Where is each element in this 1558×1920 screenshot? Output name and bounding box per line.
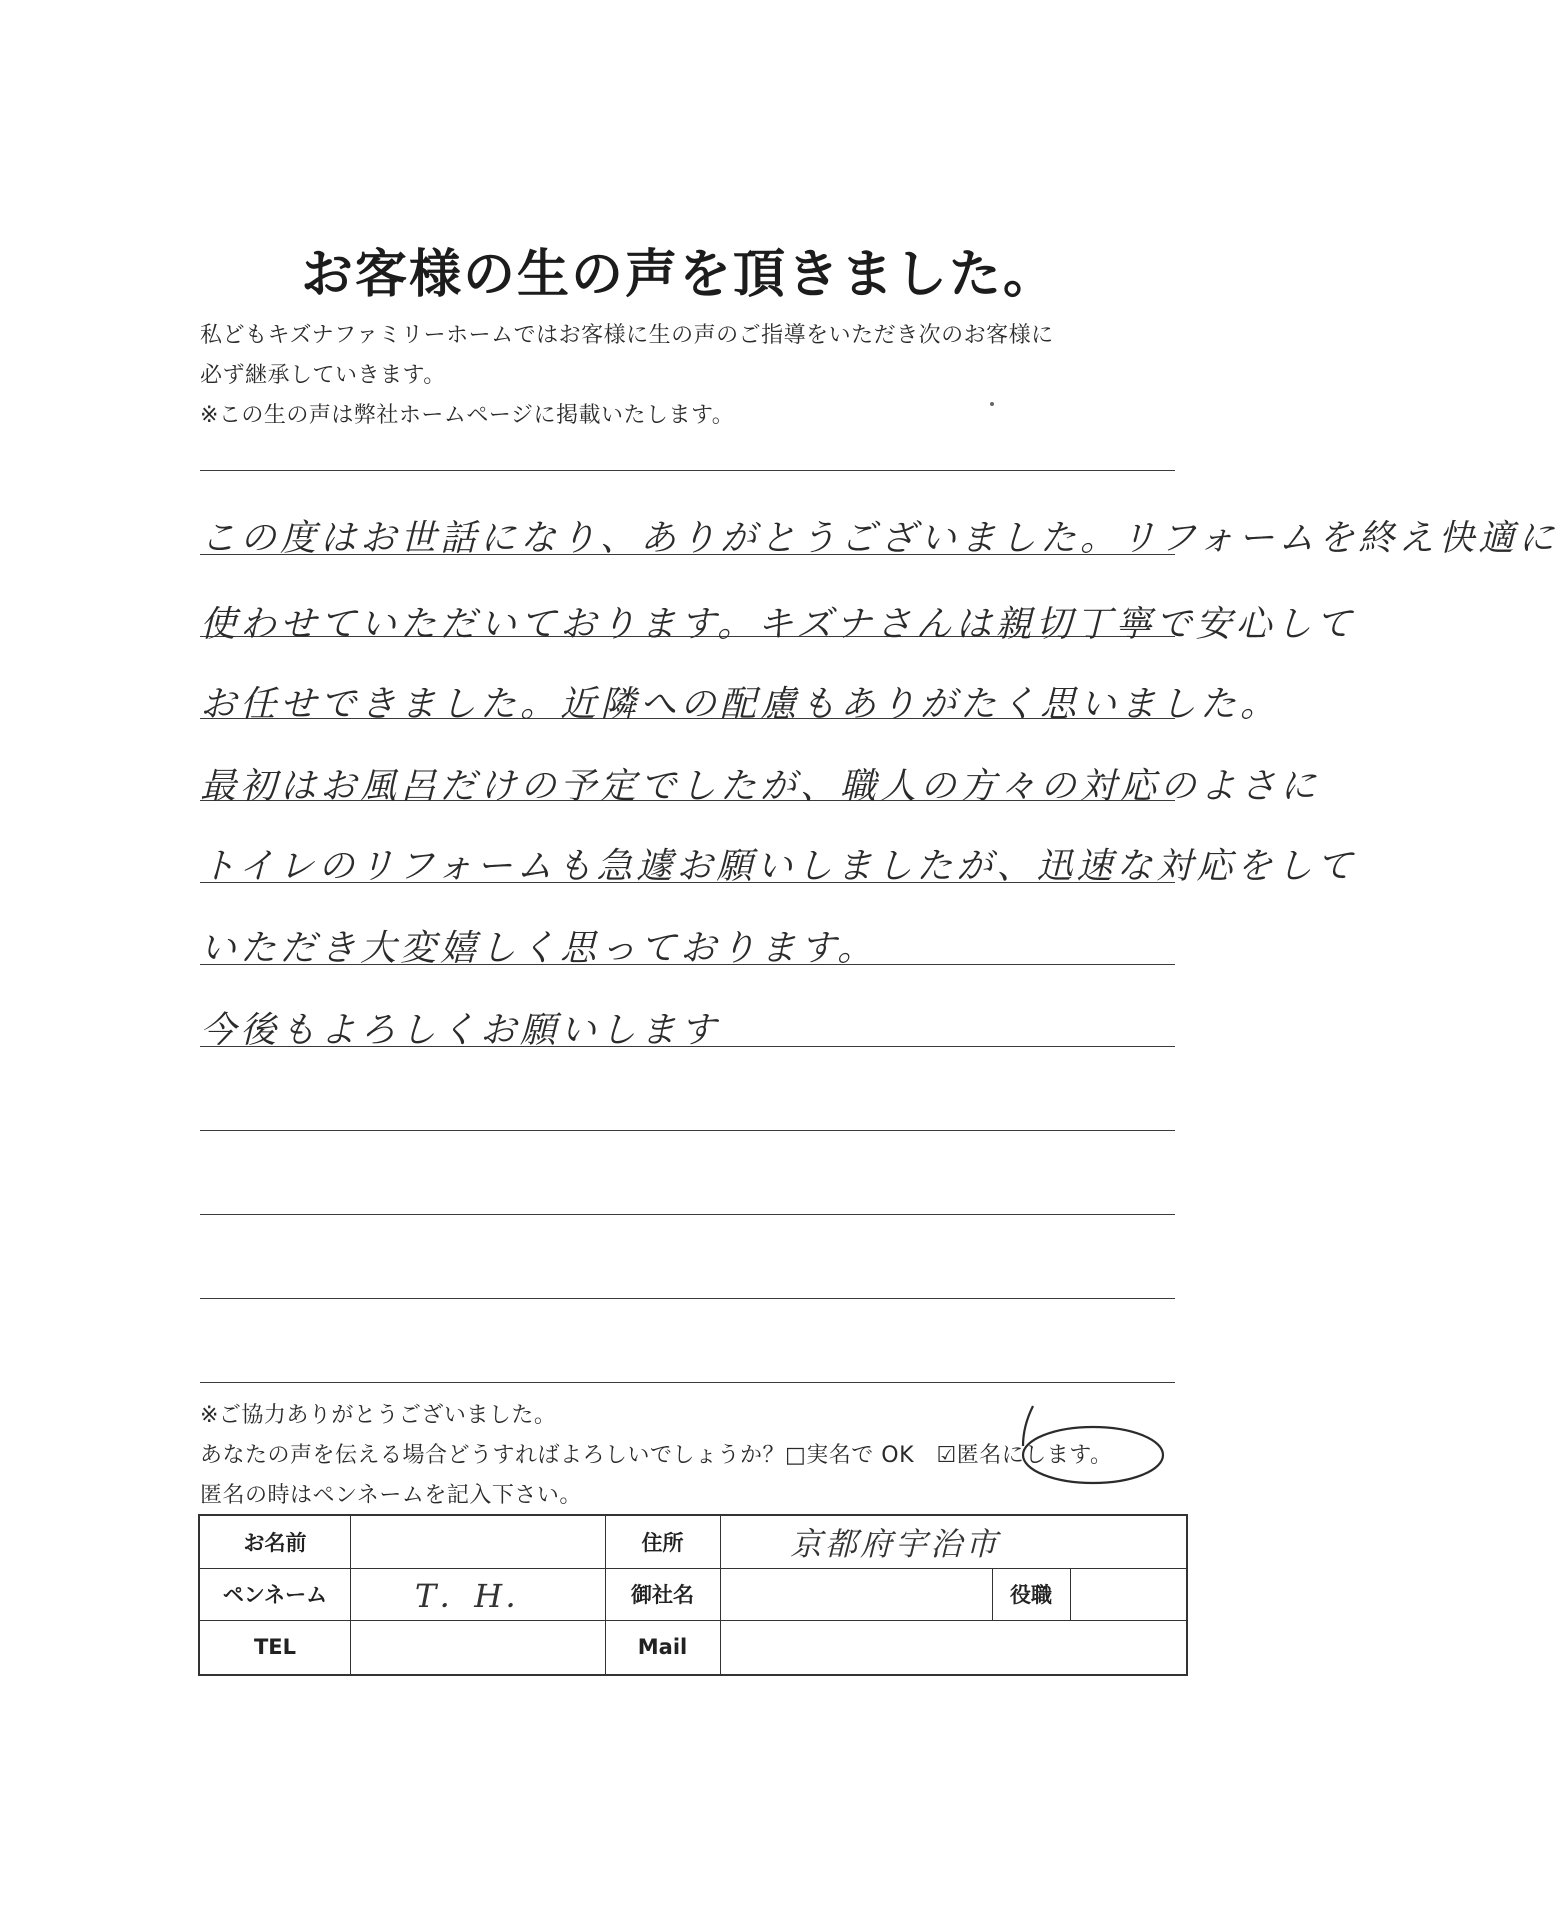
anonymous-circle-mark	[1005, 1398, 1165, 1498]
page-title: お客様の生の声を頂きました。	[300, 245, 1057, 305]
intro-line-1: 私どもキズナファミリーホームではお客様に生の声のご指導をいただき次のお客様に	[200, 323, 1054, 348]
name-label: お名前	[243, 1531, 307, 1555]
company-label: 御社名	[631, 1583, 694, 1607]
mail-label: Mail	[637, 1635, 688, 1659]
rule-line	[200, 1382, 1175, 1383]
intro-line-3: ※この生の声は弊社ホームページに掲載いたします。	[200, 403, 735, 428]
rule-top	[200, 470, 1175, 471]
paper-speck	[990, 402, 994, 406]
handwritten-line-1: この度はお世話になり、ありがとうございました。リフォームを終え快適に	[200, 518, 1558, 559]
handwritten-line-2: 使わせていただいております。キズナさんは親切丁寧で安心して	[200, 604, 1356, 645]
handwritten-line-7: 今後もよろしくお願いします	[200, 1010, 721, 1051]
address-field[interactable]: 京都府宇治市	[790, 1525, 1001, 1563]
handwritten-line-5: トイレのリフォームも急遽お願いしましたが、迅速な対応をして	[200, 846, 1357, 887]
rule-line	[200, 1214, 1175, 1215]
handwritten-line-4: 最初はお風呂だけの予定でしたが、職人の方々の対応のよさに	[200, 766, 1321, 807]
pen-name-label: ペンネーム	[222, 1583, 328, 1607]
intro-line-2: 必ず継承していきます。	[200, 363, 446, 388]
tel-label: TEL	[253, 1635, 297, 1659]
thanks-note: ※ご協力ありがとうございました。	[200, 1403, 557, 1428]
customer-info-table	[198, 1514, 1188, 1676]
rule-line	[200, 1130, 1175, 1131]
pen-name-note: 匿名の時はペンネームを記入下さい。	[200, 1483, 582, 1508]
handwritten-line-6: いただき大変嬉しく思っております。	[200, 928, 878, 969]
rule-line	[200, 1298, 1175, 1299]
address-label: 住所	[641, 1531, 684, 1555]
handwritten-line-3: お任せできました。近隣への配慮もありがたく思いました。	[200, 684, 1281, 725]
disclosure-question: あなたの声を伝える場合どうすればよろしいでしょうか？□実名で OK ☑匿名にします。	[200, 1443, 1113, 1468]
position-label: 役職	[1010, 1583, 1052, 1607]
pen-name-field[interactable]: T．H．	[414, 1577, 541, 1615]
